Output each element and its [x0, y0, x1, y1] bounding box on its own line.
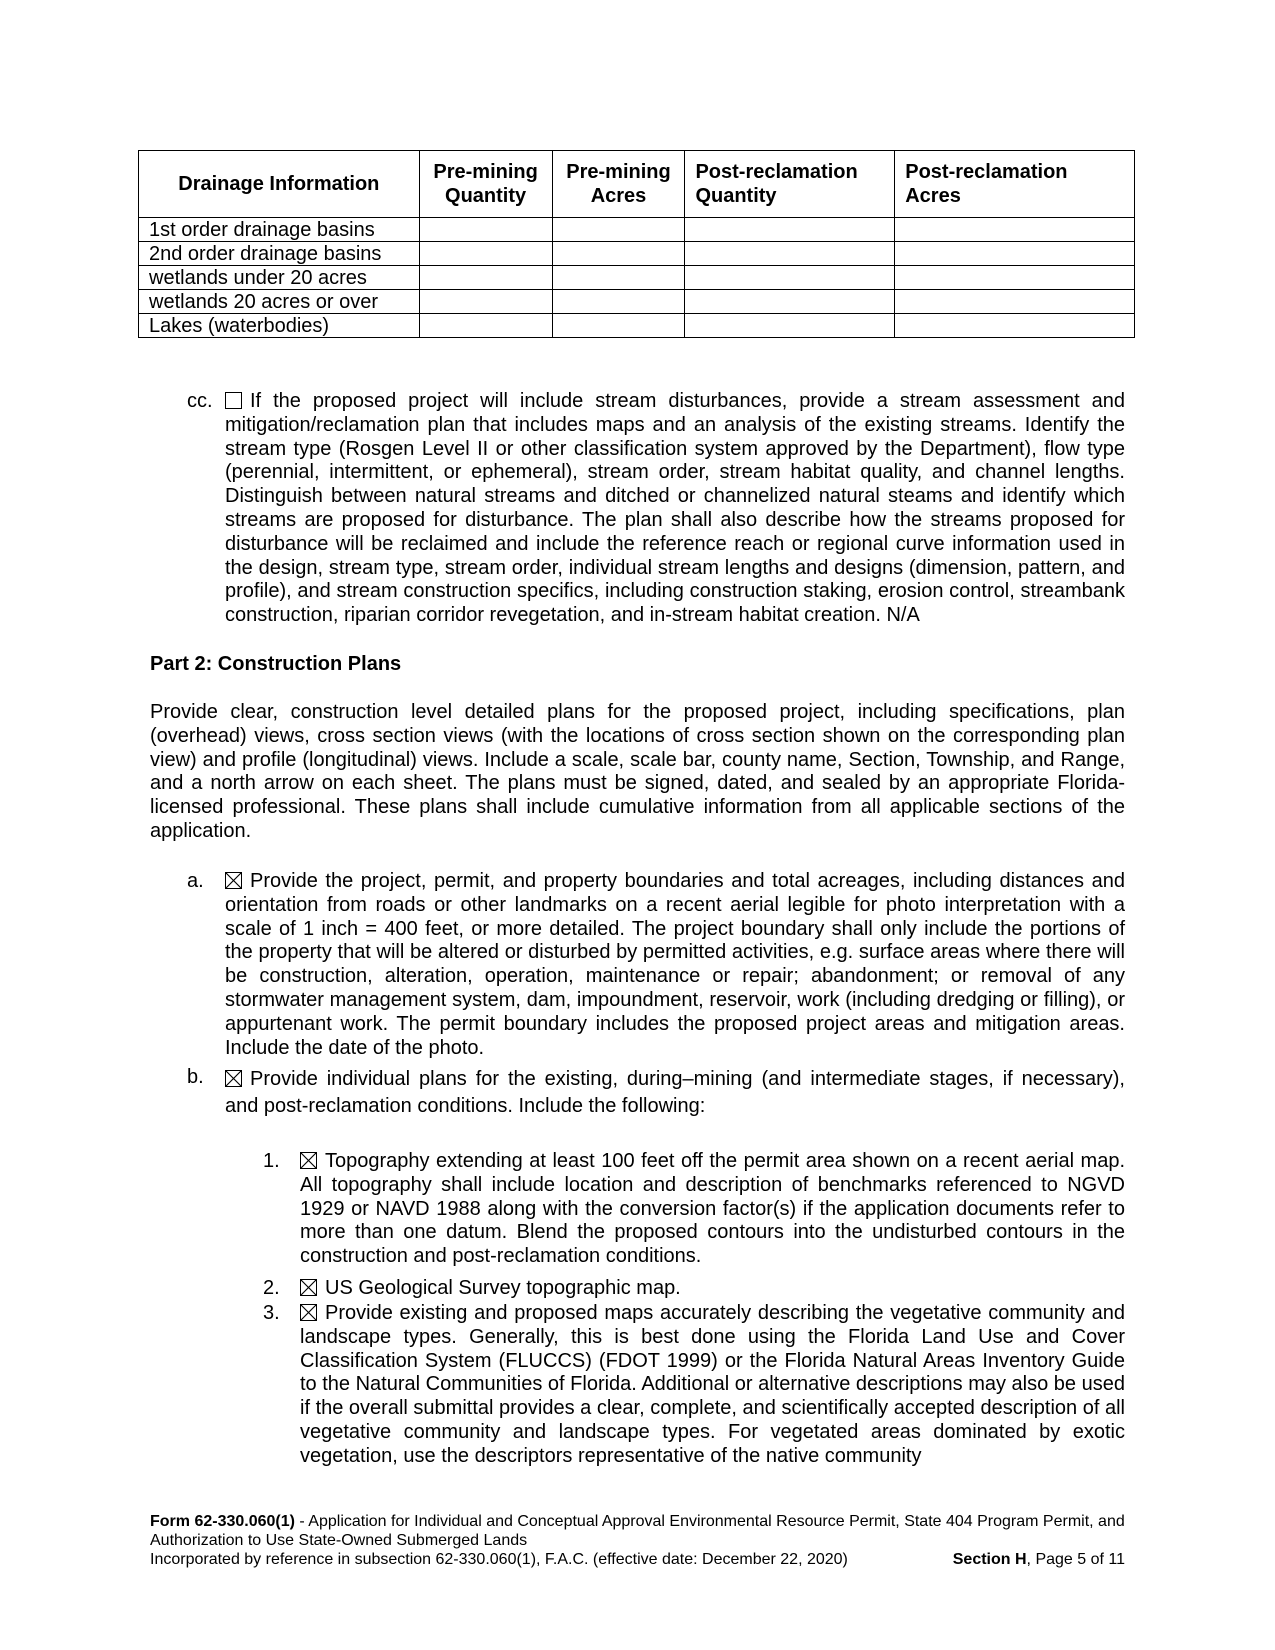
table-cell[interactable]: [419, 290, 552, 314]
table-header-cell: Pre-mining Quantity: [419, 151, 552, 218]
table-header-cell: Pre-mining Acres: [552, 151, 685, 218]
sub-item-3: [300, 1302, 1125, 1469]
item-a-text: Provide the project, permit, and property boundaries and total acreages, including distances and orientation from roads or other landmarks on a recent aerial legible for photo interpretation with a scale of 1 inch = 400 feet, or more detailed. The project boundary shall only include the portions of the property that will be altered or disturbed by permitted activities, e.g. surface areas where there will be construction, alteration, operation, maintenance or repair; abandonment; or removal of any stormwater management system, dam, impoundment, reservoir, work (including dredging or filling), or appurtenant work. The permit boundary includes the proposed project areas and mitigation areas. Include the date of the photo.: [225, 870, 1125, 1059]
item-cc-text: If the proposed project will include stream disturbances, provide a stream assessment and mitigation/reclamation plan that includes maps and an analysis of the existing streams. Identify the stream type (Rosgen Level II or other classification system approved by the Department), flow type (perennial, intermittent, or ephemeral), stream order, stream habitat quality, and channel lengths. Distinguish between natural streams and ditched or channelized natural steams and identify which streams are proposed for disturbance. The plan shall also describe how the streams proposed for disturbance will be reclaimed and include the reference reach or regional curve information used in the design, stream type, stream order, individual stream lengths and designs (dimension, pattern, and profile), and stream construction specifics, including construction staking, erosion control, streambank construction, riparian corridor revegetation, and in-stream habitat creation. N/A: [225, 390, 1125, 627]
table-cell[interactable]: [552, 218, 685, 242]
table-cell[interactable]: [685, 242, 895, 266]
item-b-marker: b.: [187, 1066, 204, 1088]
table-cell[interactable]: [685, 218, 895, 242]
table-row: [139, 242, 1135, 266]
item-cc-marker: cc.: [187, 390, 213, 412]
sub-item-2-marker: 2.: [263, 1277, 280, 1299]
table-header-row: [139, 151, 1135, 218]
table-cell: 1st order drainage basins: [139, 218, 420, 242]
table-cell[interactable]: [552, 290, 685, 314]
table-cell[interactable]: [552, 314, 685, 338]
part-2-intro: Provide clear, construction level detailed plans for the proposed project, including specifications, plan (overhead) views, cross section views (with the locations of cross section shown on the corresponding plan view) and profile (longitudinal) views. Include a scale, scale bar, county name, Section, Township, and Range, and a north arrow on each sheet. The plans must be signed, dated, and sealed by an appropriate Florida-licensed professional. These plans shall include cumulative information from all applicable sections of the application.: [150, 701, 1125, 842]
table-header-cell: Drainage Information: [139, 151, 420, 218]
table-cell: wetlands under 20 acres: [139, 266, 420, 290]
sub-item-1-checkbox[interactable]: [300, 1152, 317, 1169]
table-cell[interactable]: [895, 242, 1135, 266]
sub-item-2: [300, 1277, 1125, 1301]
footer-incorporated: Incorporated by reference in subsection 62-330.060(1), F.A.C. (effective date: December 22, 2020): [150, 1551, 848, 1568]
table-cell[interactable]: [419, 218, 552, 242]
sub-item-1: [300, 1150, 1125, 1269]
table-cell[interactable]: [895, 314, 1135, 338]
table-header-cell: Post-reclamation Acres: [895, 151, 1135, 218]
footer-form-number: Form 62-330.060(1): [150, 1513, 295, 1530]
table-row: [139, 266, 1135, 290]
table-row: [139, 290, 1135, 314]
sub-item-2-checkbox[interactable]: [300, 1279, 317, 1296]
footer-page-info: [953, 1550, 1125, 1569]
item-a-checkbox[interactable]: [225, 872, 242, 889]
page-footer: [150, 1512, 1125, 1569]
item-b-checkbox[interactable]: [225, 1070, 242, 1087]
sub-item-3-marker: 3.: [263, 1302, 280, 1324]
table-cell[interactable]: [685, 290, 895, 314]
item-b: [225, 1066, 1125, 1120]
table-cell: Lakes (waterbodies): [139, 314, 420, 338]
table-row: [139, 314, 1135, 338]
table-cell[interactable]: [419, 314, 552, 338]
sub-item-3-checkbox[interactable]: [300, 1304, 317, 1321]
table-cell[interactable]: [552, 266, 685, 290]
footer-form-title: - Application for Individual and Conceptual Approval Environmental Resource Permit, State 404 Program Permit, and Authorization to Use State-Owned Submerged Lands: [150, 1513, 1125, 1549]
sub-item-1-text: Topography extending at least 100 feet off the permit area shown on a recent aerial map. All topography shall include location and description of benchmarks referenced to NGVD 1929 or NAVD 1988 along with the conversion factor(s) if the application documents refer to more than one datum. Blend the proposed contours into the undisturbed contours in the construction and post-reclamation conditions.: [300, 1150, 1125, 1268]
item-cc-checkbox[interactable]: [225, 392, 242, 409]
table-cell[interactable]: [552, 242, 685, 266]
footer-bottom-row: [150, 1550, 1125, 1569]
sub-item-3-text: Provide existing and proposed maps accurately describing the vegetative community and landscape types. Generally, this is best done using the Florida Land Use and Cover Classification System (FLUCCS) (FDOT 1999) or the Florida Natural Areas Inventory Guide to the Natural Communities of Florida. Additional or alternative descriptions may also be used if the overall submittal provides a clear, complete, and scientifically accepted description of all vegetative community and landscape types. For vegetated areas dominated by exotic vegetation, use the descriptors representative of the native community: [300, 1302, 1125, 1467]
footer-section: Section H: [952, 1551, 1027, 1568]
table-cell[interactable]: [895, 218, 1135, 242]
table-header-cell: Post-reclamation Quantity: [685, 151, 895, 218]
table-cell[interactable]: [895, 266, 1135, 290]
sub-item-1-marker: 1.: [263, 1150, 280, 1172]
table-cell: wetlands 20 acres or over: [139, 290, 420, 314]
item-cc: [225, 390, 1125, 628]
table-cell[interactable]: [419, 242, 552, 266]
part-2-heading: Part 2: Construction Plans: [150, 653, 402, 675]
table-cell[interactable]: [685, 266, 895, 290]
footer-page-number: , Page 5 of 11: [1026, 1551, 1125, 1568]
table-cell[interactable]: [685, 314, 895, 338]
table-cell: 2nd order drainage basins: [139, 242, 420, 266]
item-a-marker: a.: [187, 870, 204, 892]
footer-form-line: [150, 1512, 1125, 1550]
drainage-information-table: [138, 150, 1135, 338]
sub-item-2-text: US Geological Survey topographic map.: [325, 1277, 681, 1299]
item-b-text: Provide individual plans for the existing, during–mining (and intermediate stages, if necessary), and post-reclamation conditions. Include the following:: [225, 1068, 1125, 1117]
table-row: [139, 218, 1135, 242]
item-a: [225, 870, 1125, 1060]
table-cell[interactable]: [419, 266, 552, 290]
table-cell[interactable]: [895, 290, 1135, 314]
